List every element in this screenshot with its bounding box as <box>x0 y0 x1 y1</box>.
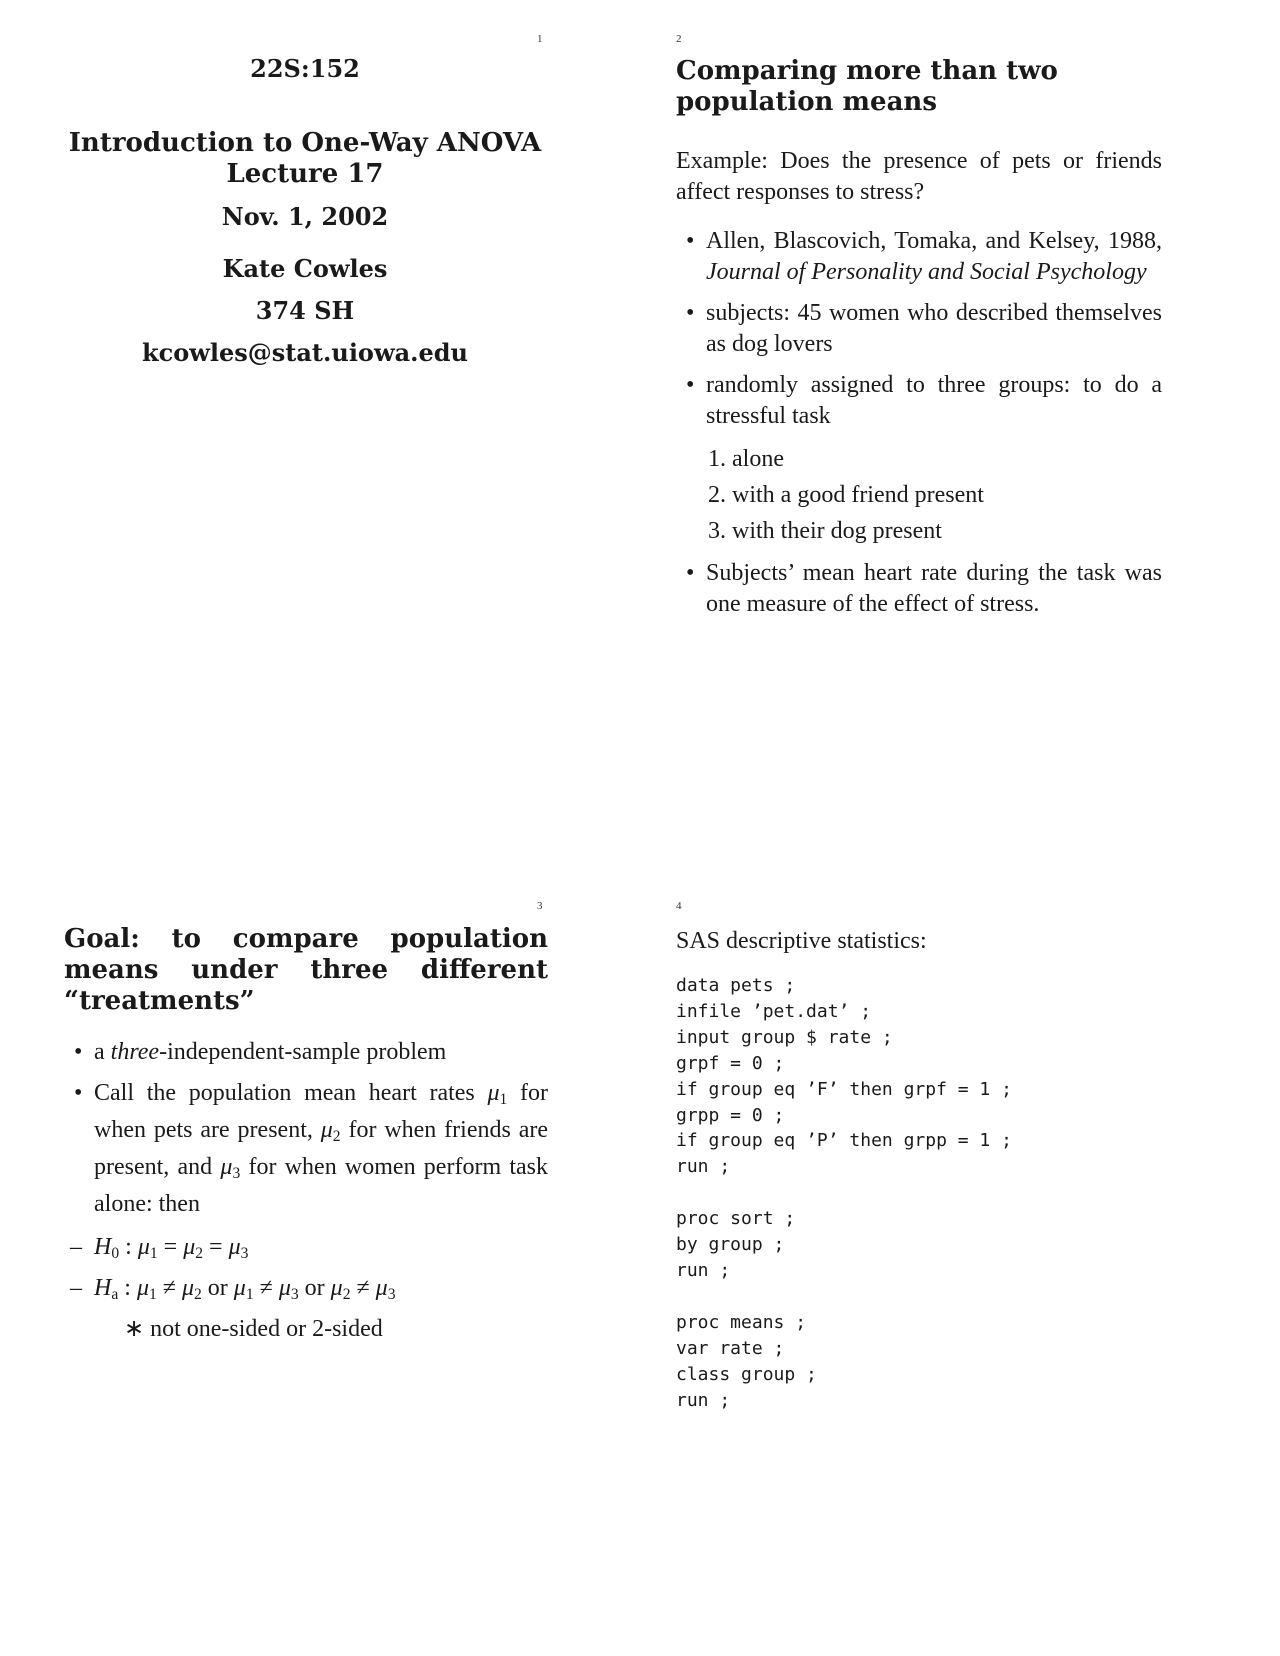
lecture-number: Lecture 17 <box>226 159 384 189</box>
slide-4 <box>676 926 1162 1413</box>
goal-list <box>64 1037 548 1220</box>
journal-name: Journal of Personality and Social Psychology <box>706 259 1147 285</box>
list-item: • Subjects’ mean heart rate during the task was one measure of the effect of stress. <box>676 558 1162 620</box>
lecture-title: Introduction to One-Way ANOVA <box>68 128 542 158</box>
slide-1 <box>25 54 585 368</box>
group-item: 3. with their dog present <box>708 518 942 544</box>
example-text: Example: Does the presence of pets or friends affect responses to stress? <box>676 148 1162 205</box>
page-number-4: 4 <box>676 900 682 912</box>
slide-heading: SAS descriptive statistics: <box>676 928 927 954</box>
list-item: • randomly assigned to three groups: to do a stressful task <box>676 370 1162 432</box>
null-hypothesis: – $H_0$ : $\mu_1 = \mu_2 = \mu_3$ <box>64 1230 548 1271</box>
slide-2 <box>676 56 1162 630</box>
slide-heading: Goal: to compare population means under three different “treatments” <box>64 924 548 1016</box>
group-list <box>676 442 1162 548</box>
study-citation: Allen, Blascovich, Tomaka, and Kelsey, 1988, <box>706 228 1162 254</box>
measure-list <box>676 558 1162 620</box>
hypothesis-note: ∗ not one-sided or 2-sided <box>124 1316 383 1342</box>
course-code: 22S:152 <box>250 54 360 83</box>
list-item: • a three-independent-sample problem <box>64 1037 548 1068</box>
group-item: 1. alone <box>708 446 784 472</box>
page-number-2: 2 <box>676 33 682 45</box>
group-item: 2. with a good friend present <box>708 482 984 508</box>
sas-code-block: data pets ; infile ’pet.dat’ ; input group $ rate ; grpf = 0 ; if group eq ’F’ then grpf = 1 ; grpp = 0 ; if group eq ’P’ then grpp = 1 ; run ; proc sort ; by group ; run ; proc means ; var rate ; class group ; run ; <box>676 975 1012 1411</box>
page-number-3: 3 <box>537 900 543 912</box>
page-number-1: 1 <box>537 33 543 45</box>
alternative-hypothesis: – $H_a$ : $\mu_1 \ne \mu_2$ or $\mu_1 \ne \mu_3$ or $\mu_2 \ne \mu_3$ <box>64 1271 548 1312</box>
list-item: • subjects: 45 women who described themselves as dog lovers <box>676 298 1162 360</box>
lecture-date: Nov. 1, 2002 <box>221 202 389 231</box>
list-item: • Call the population mean heart rates $\mu_1$ for when pets are present, $\mu_2$ for when friends are present, and $\mu_3$ for when women perform task alone: then <box>64 1078 548 1220</box>
author-name: Kate Cowles <box>222 254 388 283</box>
slide-heading: Comparing more than two population means <box>676 56 1058 117</box>
slide-3 <box>64 924 548 1346</box>
study-details-list <box>676 226 1162 432</box>
list-item <box>676 226 1162 288</box>
author-email: kcowles@stat.uiowa.edu <box>141 338 469 367</box>
office-location: 374 SH <box>255 296 355 325</box>
emphasis-three: three <box>110 1039 160 1065</box>
